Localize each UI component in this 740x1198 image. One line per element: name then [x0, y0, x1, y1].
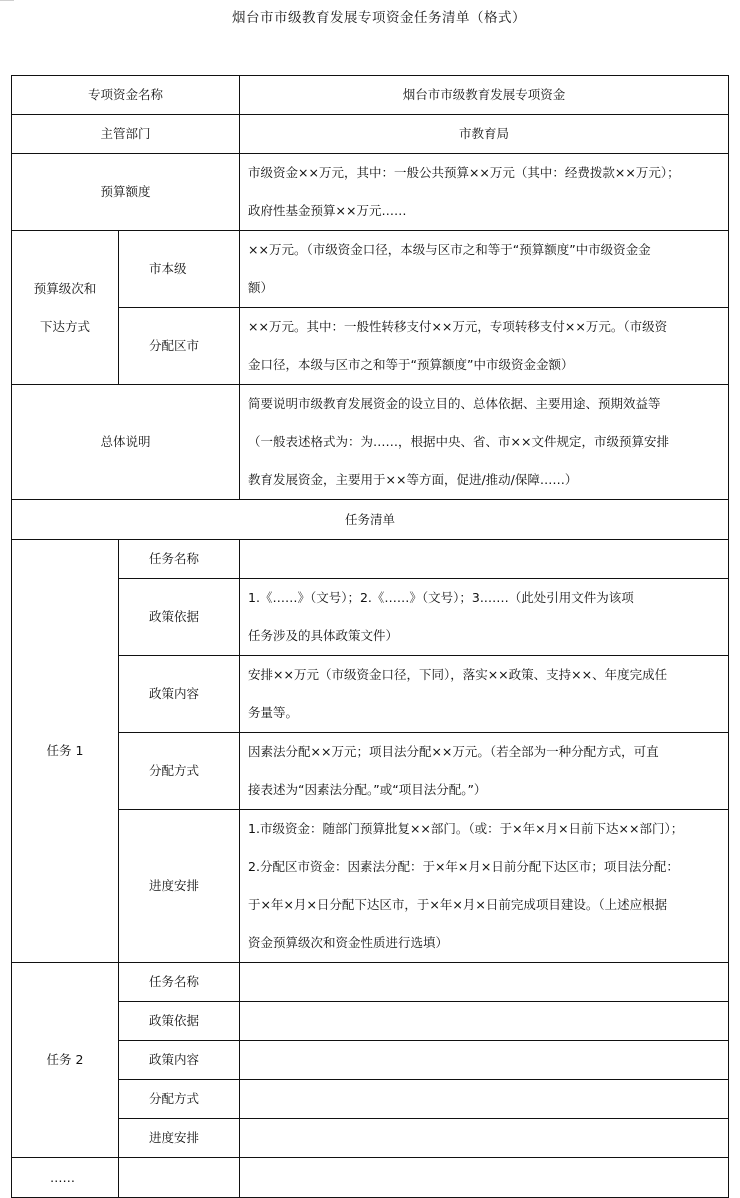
- document-title: 烟台市市级教育发展专项资金任务清单（格式）: [232, 10, 526, 26]
- row-more: [12, 1158, 729, 1198]
- row-overview: [12, 385, 729, 500]
- overview-line-3: 教育发展资金，主要用于××等方面，促进/推动/保障……）: [248, 472, 578, 487]
- row-level-district: [12, 308, 729, 385]
- row-task1-basis: [12, 579, 729, 656]
- more-col2: [119, 1158, 240, 1198]
- value-city-level: [240, 231, 729, 308]
- label-task1-content: 政策内容: [119, 656, 240, 733]
- row-level-city: [12, 231, 729, 308]
- label-task2-content: 政策内容: [119, 1041, 240, 1080]
- row-task-list-header: [12, 500, 729, 540]
- label-task1-name: 任务名称: [119, 540, 240, 579]
- value-task1-content: [240, 656, 729, 733]
- label-more: ……: [12, 1158, 119, 1198]
- label-task2-method: 分配方式: [119, 1080, 240, 1119]
- more-col3: [240, 1158, 729, 1198]
- budget-line-1: 市级资金××万元，其中：一般公共预算××万元（其中：经费拨款××万元）；: [248, 165, 680, 180]
- row-task2-schedule: [12, 1119, 729, 1158]
- label-levels: [12, 231, 119, 385]
- task1-method-line-2: 接表述为“因素法分配。”或“项目法分配。”）: [248, 782, 487, 797]
- value-district: [240, 308, 729, 385]
- task1-content-line-2: 务量等。: [248, 705, 299, 720]
- task1-schedule-line-3: 于×年×月×日分配下达区市，于×年×月×日前完成项目建设。（上述应根据: [248, 897, 668, 912]
- city-line-2: 额）: [248, 280, 274, 295]
- value-department: 市教育局: [240, 115, 729, 154]
- label-task1: 任务 1: [12, 540, 119, 963]
- task1-method-line-1: 因素法分配××万元；项目法分配××万元。（若全部为一种分配方式，可直: [248, 744, 659, 759]
- value-task2-basis: [240, 1002, 729, 1041]
- label-task2-basis: 政策依据: [119, 1002, 240, 1041]
- label-district: 分配区市: [119, 308, 240, 385]
- row-budget: [12, 154, 729, 231]
- value-task2-schedule: [240, 1119, 729, 1158]
- task1-schedule-line-1: 1.市级资金：随部门预算批复××部门。（或：于×年×月×日前下达××部门）；: [248, 821, 684, 836]
- task-list-table: [11, 75, 729, 1198]
- label-fund-name: 专项资金名称: [12, 76, 240, 115]
- row-task2-basis: [12, 1002, 729, 1041]
- row-task1-method: [12, 733, 729, 810]
- task1-basis-line-1: 1.《……》（文号）；2.《……》（文号）；3.……（此处引用文件为该项: [248, 590, 634, 605]
- label-budget: 预算额度: [12, 154, 240, 231]
- value-task2-name: [240, 963, 729, 1002]
- value-overview: [240, 385, 729, 500]
- label-city-level: 市本级: [119, 231, 240, 308]
- task1-schedule-line-4: 资金预算级次和资金性质进行选填）: [248, 935, 449, 950]
- row-department: [12, 115, 729, 154]
- overview-line-1: 简要说明市级教育发展资金的设立目的、总体依据、主要用途、预期效益等: [248, 396, 661, 411]
- label-task2-schedule: 进度安排: [119, 1119, 240, 1158]
- row-task1-schedule: [12, 810, 729, 963]
- levels-label-line-2: 下达方式: [39, 318, 90, 334]
- label-task1-method: 分配方式: [119, 733, 240, 810]
- district-line-2: 金口径，本级与区市之和等于“预算额度”中市级资金金额）: [248, 357, 574, 372]
- levels-label-line-1: 预算级次和: [33, 280, 97, 296]
- task1-basis-line-2: 任务涉及的具体政策文件）: [248, 628, 399, 643]
- value-task1-schedule: [240, 810, 729, 963]
- label-overview: 总体说明: [12, 385, 240, 500]
- task1-content-line-1: 安排××万元（市级资金口径，下同），落实××政策、支持××、年度完成任: [248, 667, 668, 682]
- label-task2-name: 任务名称: [119, 963, 240, 1002]
- row-fund-name: [12, 76, 729, 115]
- row-task2-name: [12, 963, 729, 1002]
- task1-schedule-line-2: 2.分配区市资金：因素法分配：于×年×月×日前分配下达区市；项目法分配：: [248, 859, 679, 874]
- overview-line-2: （一般表述格式为：为……，根据中央、省、市××文件规定，市级预算安排: [248, 434, 669, 449]
- budget-line-2: 政府性基金预算××万元……: [248, 203, 407, 218]
- value-task2-method: [240, 1080, 729, 1119]
- value-task2-content: [240, 1041, 729, 1080]
- task-list-header: 任务清单: [12, 500, 729, 540]
- value-task1-basis: [240, 579, 729, 656]
- value-task1-method: [240, 733, 729, 810]
- district-line-1: ××万元。其中：一般性转移支付××万元，专项转移支付××万元。（市级资: [248, 319, 668, 334]
- value-budget: [240, 154, 729, 231]
- row-task2-method: [12, 1080, 729, 1119]
- row-task2-content: [12, 1041, 729, 1080]
- city-line-1: ××万元。（市级资金口径，本级与区市之和等于“预算额度”中市级资金金: [248, 242, 651, 257]
- value-task1-name: [240, 540, 729, 579]
- value-fund-name: 烟台市市级教育发展专项资金: [240, 76, 729, 115]
- corner-mark: [0, 0, 14, 3]
- label-task2: 任务 2: [12, 963, 119, 1158]
- row-task1-content: [12, 656, 729, 733]
- label-department: 主管部门: [12, 115, 240, 154]
- row-task1-name: [12, 540, 729, 579]
- label-task1-schedule: 进度安排: [119, 810, 240, 963]
- label-task1-basis: 政策依据: [119, 579, 240, 656]
